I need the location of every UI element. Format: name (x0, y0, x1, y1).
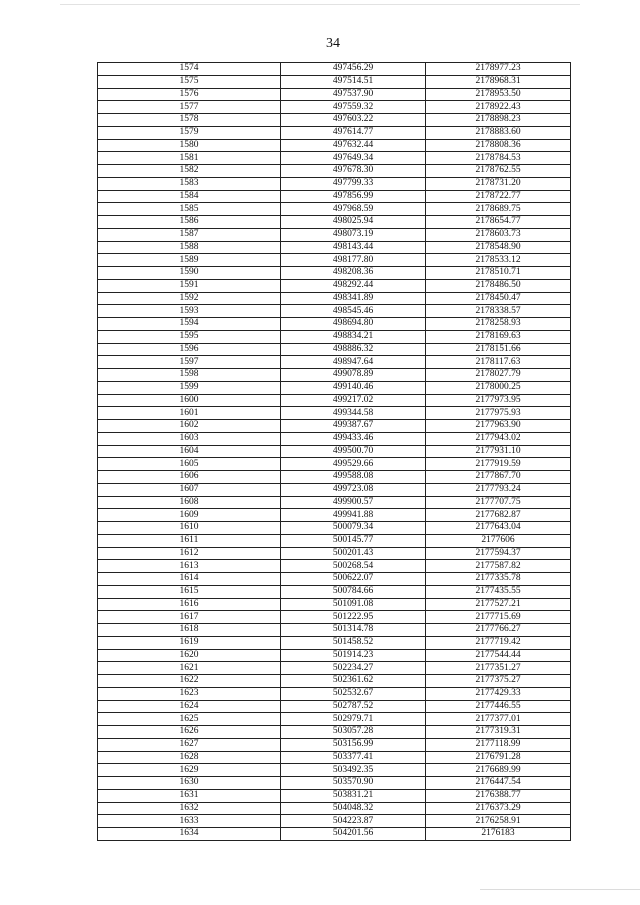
x-coordinate-cell: 498177.80 (281, 254, 426, 267)
x-coordinate-cell: 499344.58 (281, 407, 426, 420)
point-number-cell: 1634 (98, 828, 281, 841)
y-coordinate-cell: 2178027.79 (426, 369, 571, 382)
table-row (98, 394, 571, 407)
x-coordinate-cell: 497856.99 (281, 190, 426, 203)
point-number-cell: 1599 (98, 381, 281, 394)
y-coordinate-cell: 2176447.54 (426, 777, 571, 790)
y-coordinate-cell: 2178922.43 (426, 101, 571, 114)
y-coordinate-cell: 2177919.59 (426, 458, 571, 471)
y-coordinate-cell: 2178258.93 (426, 318, 571, 331)
point-number-cell: 1613 (98, 560, 281, 573)
y-coordinate-cell: 2178784.53 (426, 152, 571, 165)
y-coordinate-cell: 2178533.12 (426, 254, 571, 267)
point-number-cell: 1586 (98, 216, 281, 229)
x-coordinate-cell: 499941.88 (281, 509, 426, 522)
x-coordinate-cell: 498292.44 (281, 279, 426, 292)
x-coordinate-cell: 498886.32 (281, 343, 426, 356)
point-number-cell: 1589 (98, 254, 281, 267)
y-coordinate-cell: 2178731.20 (426, 177, 571, 190)
point-number-cell: 1605 (98, 458, 281, 471)
table-row (98, 139, 571, 152)
y-coordinate-cell: 2177587.82 (426, 560, 571, 573)
point-number-cell: 1581 (98, 152, 281, 165)
point-number-cell: 1612 (98, 547, 281, 560)
y-coordinate-cell: 2178722.77 (426, 190, 571, 203)
x-coordinate-cell: 501314.78 (281, 624, 426, 637)
table-row (98, 662, 571, 675)
y-coordinate-cell: 2178898.23 (426, 114, 571, 127)
table-row (98, 726, 571, 739)
table-row (98, 815, 571, 828)
point-number-cell: 1619 (98, 636, 281, 649)
y-coordinate-cell: 2177351.27 (426, 662, 571, 675)
x-coordinate-cell: 497514.51 (281, 75, 426, 88)
y-coordinate-cell: 2178689.75 (426, 203, 571, 216)
point-number-cell: 1584 (98, 190, 281, 203)
x-coordinate-cell: 498143.44 (281, 241, 426, 254)
x-coordinate-cell: 503156.99 (281, 738, 426, 751)
y-coordinate-cell: 2176183 (426, 828, 571, 841)
point-number-cell: 1611 (98, 534, 281, 547)
point-number-cell: 1628 (98, 751, 281, 764)
x-coordinate-cell: 498208.36 (281, 267, 426, 280)
y-coordinate-cell: 2178117.63 (426, 356, 571, 369)
x-coordinate-cell: 498341.89 (281, 292, 426, 305)
y-coordinate-cell: 2177931.10 (426, 445, 571, 458)
point-number-cell: 1587 (98, 228, 281, 241)
y-coordinate-cell: 2178000.25 (426, 381, 571, 394)
y-coordinate-cell: 2176689.99 (426, 764, 571, 777)
x-coordinate-cell: 503377.41 (281, 751, 426, 764)
x-coordinate-cell: 500622.07 (281, 573, 426, 586)
x-coordinate-cell: 503831.21 (281, 789, 426, 802)
table-row (98, 165, 571, 178)
point-number-cell: 1618 (98, 624, 281, 637)
table-row (98, 190, 571, 203)
x-coordinate-cell: 499140.46 (281, 381, 426, 394)
point-number-cell: 1633 (98, 815, 281, 828)
y-coordinate-cell: 2176258.91 (426, 815, 571, 828)
table-row (98, 649, 571, 662)
y-coordinate-cell: 2178654.77 (426, 216, 571, 229)
point-number-cell: 1588 (98, 241, 281, 254)
table-row (98, 828, 571, 841)
point-number-cell: 1609 (98, 509, 281, 522)
x-coordinate-cell: 501914.23 (281, 649, 426, 662)
point-number-cell: 1624 (98, 700, 281, 713)
x-coordinate-cell: 504048.32 (281, 802, 426, 815)
x-coordinate-cell: 499588.08 (281, 471, 426, 484)
y-coordinate-cell: 2177682.87 (426, 509, 571, 522)
y-coordinate-cell: 2177335.78 (426, 573, 571, 586)
table-row (98, 356, 571, 369)
x-coordinate-cell: 499723.08 (281, 483, 426, 496)
table-row (98, 279, 571, 292)
table-row (98, 509, 571, 522)
table-row (98, 573, 571, 586)
point-number-cell: 1601 (98, 407, 281, 420)
table-row (98, 738, 571, 751)
y-coordinate-cell: 2177963.90 (426, 420, 571, 433)
y-coordinate-cell: 2177707.75 (426, 496, 571, 509)
point-number-cell: 1598 (98, 369, 281, 382)
x-coordinate-cell: 498025.94 (281, 216, 426, 229)
y-coordinate-cell: 2178968.31 (426, 75, 571, 88)
table-row (98, 318, 571, 331)
table-row (98, 585, 571, 598)
table-row (98, 483, 571, 496)
table-row (98, 777, 571, 790)
y-coordinate-cell: 2177643.04 (426, 522, 571, 535)
x-coordinate-cell: 497968.59 (281, 203, 426, 216)
table-row (98, 177, 571, 190)
point-number-cell: 1593 (98, 305, 281, 318)
x-coordinate-cell: 502532.67 (281, 687, 426, 700)
table-row (98, 789, 571, 802)
y-coordinate-cell: 2177793.24 (426, 483, 571, 496)
y-coordinate-cell: 2177606 (426, 534, 571, 547)
table-row (98, 713, 571, 726)
point-number-cell: 1592 (98, 292, 281, 305)
y-coordinate-cell: 2177867.70 (426, 471, 571, 484)
table-row (98, 75, 571, 88)
y-coordinate-cell: 2177319.31 (426, 726, 571, 739)
point-number-cell: 1575 (98, 75, 281, 88)
coordinates-table-body (98, 63, 571, 841)
point-number-cell: 1576 (98, 88, 281, 101)
x-coordinate-cell: 497559.32 (281, 101, 426, 114)
table-row (98, 598, 571, 611)
table-row (98, 203, 571, 216)
table-row (98, 101, 571, 114)
table-row (98, 547, 571, 560)
table-row (98, 496, 571, 509)
point-number-cell: 1626 (98, 726, 281, 739)
table-row (98, 700, 571, 713)
y-coordinate-cell: 2177118.99 (426, 738, 571, 751)
x-coordinate-cell: 498545.46 (281, 305, 426, 318)
point-number-cell: 1595 (98, 330, 281, 343)
point-number-cell: 1606 (98, 471, 281, 484)
table-row (98, 458, 571, 471)
x-coordinate-cell: 497603.22 (281, 114, 426, 127)
table-row (98, 63, 571, 76)
table-row (98, 407, 571, 420)
point-number-cell: 1580 (98, 139, 281, 152)
point-number-cell: 1596 (98, 343, 281, 356)
point-number-cell: 1577 (98, 101, 281, 114)
point-number-cell: 1590 (98, 267, 281, 280)
y-coordinate-cell: 2177973.95 (426, 394, 571, 407)
table-row (98, 636, 571, 649)
point-number-cell: 1631 (98, 789, 281, 802)
y-coordinate-cell: 2176388.77 (426, 789, 571, 802)
x-coordinate-cell: 498694.80 (281, 318, 426, 331)
point-number-cell: 1623 (98, 687, 281, 700)
point-number-cell: 1600 (98, 394, 281, 407)
y-coordinate-cell: 2178486.50 (426, 279, 571, 292)
y-coordinate-cell: 2178169.63 (426, 330, 571, 343)
y-coordinate-cell: 2177527.21 (426, 598, 571, 611)
point-number-cell: 1583 (98, 177, 281, 190)
y-coordinate-cell: 2178151.66 (426, 343, 571, 356)
y-coordinate-cell: 2177719.42 (426, 636, 571, 649)
y-coordinate-cell: 2177594.37 (426, 547, 571, 560)
x-coordinate-cell: 499433.46 (281, 432, 426, 445)
x-coordinate-cell: 497614.77 (281, 126, 426, 139)
table-row (98, 560, 571, 573)
y-coordinate-cell: 2177377.01 (426, 713, 571, 726)
y-coordinate-cell: 2178953.50 (426, 88, 571, 101)
x-coordinate-cell: 502787.52 (281, 700, 426, 713)
y-coordinate-cell: 2178977.23 (426, 63, 571, 76)
y-coordinate-cell: 2177975.93 (426, 407, 571, 420)
x-coordinate-cell: 500145.77 (281, 534, 426, 547)
table-row (98, 152, 571, 165)
x-coordinate-cell: 497799.33 (281, 177, 426, 190)
table-row (98, 471, 571, 484)
y-coordinate-cell: 2178603.73 (426, 228, 571, 241)
x-coordinate-cell: 497537.90 (281, 88, 426, 101)
table-row (98, 687, 571, 700)
y-coordinate-cell: 2177715.69 (426, 611, 571, 624)
y-coordinate-cell: 2177375.27 (426, 675, 571, 688)
table-row (98, 228, 571, 241)
point-number-cell: 1616 (98, 598, 281, 611)
point-number-cell: 1582 (98, 165, 281, 178)
x-coordinate-cell: 504201.56 (281, 828, 426, 841)
x-coordinate-cell: 503570.90 (281, 777, 426, 790)
table-row (98, 381, 571, 394)
coordinates-table (97, 62, 571, 841)
x-coordinate-cell: 502361.62 (281, 675, 426, 688)
scan-artifact-bottom (480, 889, 640, 890)
page-number: 34 (326, 36, 340, 51)
x-coordinate-cell: 504223.87 (281, 815, 426, 828)
scan-artifact-top (60, 4, 580, 5)
x-coordinate-cell: 502979.71 (281, 713, 426, 726)
point-number-cell: 1579 (98, 126, 281, 139)
table-row (98, 802, 571, 815)
table-row (98, 305, 571, 318)
point-number-cell: 1629 (98, 764, 281, 777)
point-number-cell: 1627 (98, 738, 281, 751)
point-number-cell: 1608 (98, 496, 281, 509)
table-row (98, 254, 571, 267)
table-row (98, 126, 571, 139)
point-number-cell: 1610 (98, 522, 281, 535)
x-coordinate-cell: 497678.30 (281, 165, 426, 178)
table-row (98, 624, 571, 637)
point-number-cell: 1615 (98, 585, 281, 598)
x-coordinate-cell: 503492.35 (281, 764, 426, 777)
table-row (98, 292, 571, 305)
x-coordinate-cell: 500201.43 (281, 547, 426, 560)
point-number-cell: 1574 (98, 63, 281, 76)
point-number-cell: 1632 (98, 802, 281, 815)
x-coordinate-cell: 499900.57 (281, 496, 426, 509)
x-coordinate-cell: 500784.66 (281, 585, 426, 598)
x-coordinate-cell: 498834.21 (281, 330, 426, 343)
table-row (98, 420, 571, 433)
x-coordinate-cell: 497649.34 (281, 152, 426, 165)
x-coordinate-cell: 499387.67 (281, 420, 426, 433)
x-coordinate-cell: 497632.44 (281, 139, 426, 152)
y-coordinate-cell: 2178548.90 (426, 241, 571, 254)
x-coordinate-cell: 498947.64 (281, 356, 426, 369)
y-coordinate-cell: 2178450.47 (426, 292, 571, 305)
table-row (98, 675, 571, 688)
point-number-cell: 1620 (98, 649, 281, 662)
y-coordinate-cell: 2178510.71 (426, 267, 571, 280)
y-coordinate-cell: 2176791.28 (426, 751, 571, 764)
table-row (98, 216, 571, 229)
table-row (98, 267, 571, 280)
point-number-cell: 1617 (98, 611, 281, 624)
y-coordinate-cell: 2177766.27 (426, 624, 571, 637)
point-number-cell: 1602 (98, 420, 281, 433)
table-row (98, 369, 571, 382)
x-coordinate-cell: 500268.54 (281, 560, 426, 573)
point-number-cell: 1594 (98, 318, 281, 331)
point-number-cell: 1591 (98, 279, 281, 292)
x-coordinate-cell: 497456.29 (281, 63, 426, 76)
table-row (98, 241, 571, 254)
y-coordinate-cell: 2177446.55 (426, 700, 571, 713)
table-row (98, 764, 571, 777)
point-number-cell: 1625 (98, 713, 281, 726)
x-coordinate-cell: 500079.34 (281, 522, 426, 535)
point-number-cell: 1630 (98, 777, 281, 790)
x-coordinate-cell: 501091.08 (281, 598, 426, 611)
y-coordinate-cell: 2178762.55 (426, 165, 571, 178)
y-coordinate-cell: 2177943.02 (426, 432, 571, 445)
table-row (98, 611, 571, 624)
point-number-cell: 1614 (98, 573, 281, 586)
x-coordinate-cell: 502234.27 (281, 662, 426, 675)
x-coordinate-cell: 501458.52 (281, 636, 426, 649)
x-coordinate-cell: 499500.70 (281, 445, 426, 458)
x-coordinate-cell: 499217.02 (281, 394, 426, 407)
point-number-cell: 1597 (98, 356, 281, 369)
table-row (98, 522, 571, 535)
table-row (98, 751, 571, 764)
table-row (98, 343, 571, 356)
y-coordinate-cell: 2177435.55 (426, 585, 571, 598)
point-number-cell: 1621 (98, 662, 281, 675)
x-coordinate-cell: 498073.19 (281, 228, 426, 241)
x-coordinate-cell: 499529.66 (281, 458, 426, 471)
y-coordinate-cell: 2176373.29 (426, 802, 571, 815)
table-row (98, 534, 571, 547)
table-row (98, 88, 571, 101)
point-number-cell: 1603 (98, 432, 281, 445)
y-coordinate-cell: 2178338.57 (426, 305, 571, 318)
point-number-cell: 1607 (98, 483, 281, 496)
y-coordinate-cell: 2178808.36 (426, 139, 571, 152)
table-row (98, 432, 571, 445)
table-row (98, 114, 571, 127)
y-coordinate-cell: 2177429.33 (426, 687, 571, 700)
table-row (98, 330, 571, 343)
point-number-cell: 1585 (98, 203, 281, 216)
y-coordinate-cell: 2177544.44 (426, 649, 571, 662)
x-coordinate-cell: 499078.89 (281, 369, 426, 382)
point-number-cell: 1622 (98, 675, 281, 688)
point-number-cell: 1578 (98, 114, 281, 127)
y-coordinate-cell: 2178883.60 (426, 126, 571, 139)
x-coordinate-cell: 501222.95 (281, 611, 426, 624)
table-row (98, 445, 571, 458)
x-coordinate-cell: 503057.28 (281, 726, 426, 739)
point-number-cell: 1604 (98, 445, 281, 458)
